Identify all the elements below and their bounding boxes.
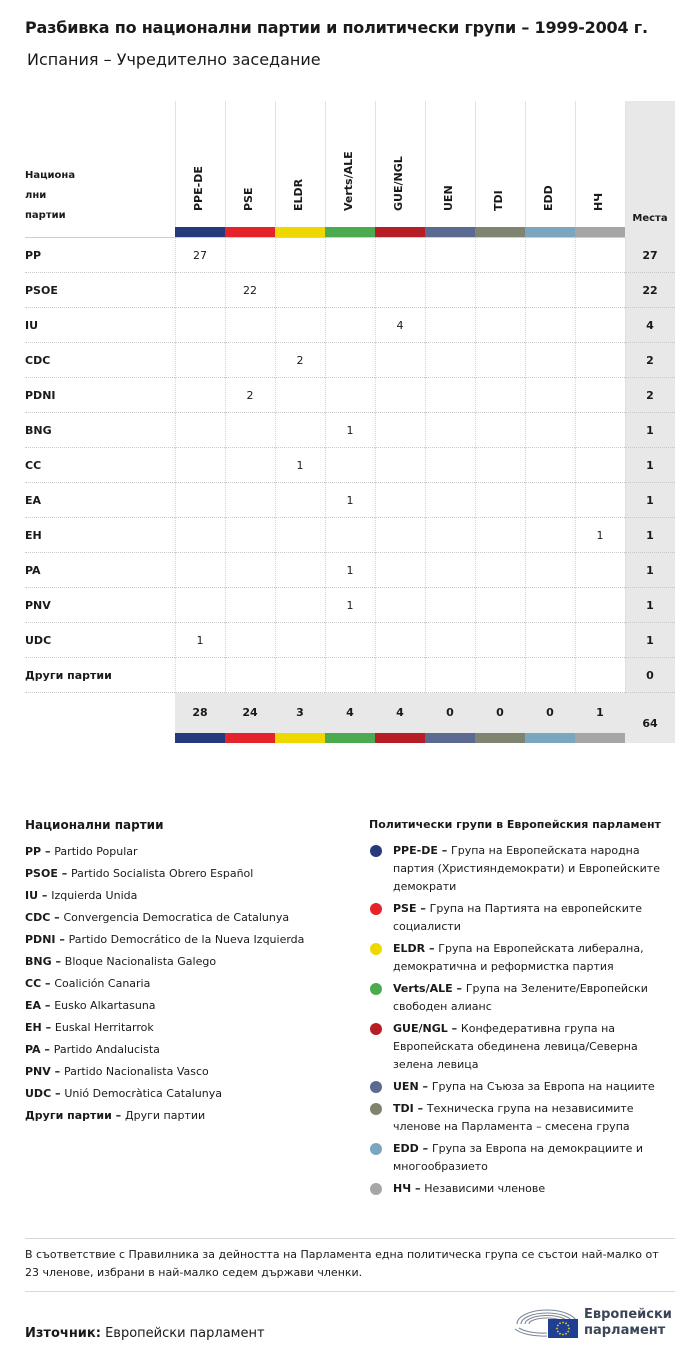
table-row: [25, 378, 675, 413]
group-legend-item: Verts/ALE – Група на Зелените/Европейски свободен алианс: [369, 980, 679, 1016]
row-header: Национа лни партии: [25, 170, 76, 221]
group-color-bar: [475, 227, 525, 237]
group-color-bar: [175, 733, 225, 743]
seats-cell: 0: [646, 669, 654, 682]
group-legend-item: UEN – Група на Съюза за Европа на нациите: [369, 1078, 679, 1096]
group-color-bar: [575, 227, 625, 237]
group-color-bar: [175, 227, 225, 237]
column-header: UEN: [442, 185, 455, 211]
seats-cell: 1: [646, 494, 654, 507]
total-cell: 28: [192, 706, 208, 719]
total-cell: 0: [496, 706, 504, 719]
group-color-bar: [425, 227, 475, 237]
seats-cell: 22: [642, 284, 658, 297]
party-name: PSOE: [25, 284, 58, 297]
party-name: PDNI: [25, 389, 56, 402]
table-cell: 2: [296, 354, 304, 367]
table-cell: 22: [243, 284, 257, 297]
group-color-dot-icon: [370, 983, 382, 995]
party-legend-item: UDC – Unió Democràtica Catalunya: [25, 1087, 222, 1100]
source-label: Източник:: [25, 1326, 101, 1341]
group-color-dot-icon: [370, 1103, 382, 1115]
party-name: CC: [25, 459, 42, 472]
table-cell: 1: [346, 494, 354, 507]
group-legend-item: НЧ – Независими членове: [369, 1180, 679, 1198]
table-row: [25, 343, 675, 378]
total-cell: 0: [546, 706, 554, 719]
table-row: [25, 273, 675, 308]
table-cell: 1: [196, 634, 204, 647]
party-name: PP: [25, 249, 42, 262]
table-row: [25, 553, 675, 588]
seats-cell: 1: [646, 459, 654, 472]
table-row: [25, 588, 675, 623]
column-header: TDI: [492, 190, 505, 211]
group-legend-item: ELDR – Група на Европейската либерална, демократична и реформистка партия: [369, 940, 679, 976]
seats-cell: 1: [646, 599, 654, 612]
column-header: PSE: [242, 187, 255, 211]
group-color-bar: [525, 733, 575, 743]
total-cell: 4: [346, 706, 354, 719]
party-name: EA: [25, 494, 42, 507]
party-name: PNV: [25, 599, 51, 612]
column-header: Verts/ALE: [342, 151, 355, 211]
divider: [25, 1238, 675, 1239]
group-color-bar: [525, 227, 575, 237]
table-cell: 4: [396, 319, 404, 332]
party-name: IU: [25, 319, 39, 332]
footnote: В съответствие с Правилника за дейността на Парламента една политическа група се състои най-малко от 23 членове, избрани в най-малко седем държави членки.: [25, 1248, 659, 1279]
total-cell: 0: [446, 706, 454, 719]
party-name: UDC: [25, 634, 52, 647]
group-color-dot-icon: [370, 903, 382, 915]
party-legend-item: IU – Izquierda Unida: [25, 889, 138, 902]
seats-cell: 2: [646, 389, 654, 402]
party-legend-item: PDNI – Partido Democrático de la Nueva Izquierda: [25, 933, 305, 946]
group-color-bar: [375, 733, 425, 743]
column-header: ELDR: [292, 178, 305, 211]
table-cell: 1: [346, 599, 354, 612]
table-row: [25, 238, 675, 273]
party-name: Други партии: [25, 669, 112, 682]
party-legend-item: Други партии – Други партии: [25, 1109, 206, 1122]
column-header: GUE/NGL: [392, 156, 405, 211]
party-name: CDC: [25, 354, 51, 367]
table-body: [25, 238, 675, 693]
parties-legend-heading: Национални партии: [25, 818, 164, 832]
total-cell: 4: [396, 706, 404, 719]
total-seats: 64: [642, 717, 658, 730]
party-legend-item: CC – Coalición Canaria: [25, 977, 151, 990]
column-header: EDD: [542, 185, 555, 211]
total-cell: 24: [242, 706, 258, 719]
column-header: PPE-DE: [192, 166, 205, 211]
group-color-bar: [375, 227, 425, 237]
party-name: EH: [25, 529, 42, 542]
group-color-dot-icon: [370, 1143, 382, 1155]
group-color-bar: [275, 227, 325, 237]
group-color-dot-icon: [370, 1183, 382, 1195]
group-color-bar: [575, 733, 625, 743]
totals-row: [175, 693, 625, 733]
party-legend-item: EH – Euskal Herritarrok: [25, 1021, 154, 1034]
table-cell: 1: [346, 564, 354, 577]
party-legend-item: PA – Partido Andalucista: [25, 1043, 160, 1056]
seats-cell: 1: [646, 564, 654, 577]
table-cell: 1: [346, 424, 354, 437]
page-title: Разбивка по национални партии и политически групи – 1999-2004 г.: [25, 18, 648, 37]
ep-logo-text: Европейски парламент: [584, 1307, 672, 1338]
group-legend-item: GUE/NGL – Конфедеративна група на Европейската обединена левица/Северна зелена левица: [369, 1020, 679, 1074]
source-value: Европейски парламент: [105, 1326, 265, 1341]
table-cell: 1: [296, 459, 304, 472]
table-row: [25, 483, 675, 518]
party-name: BNG: [25, 424, 52, 437]
seats-cell: 2: [646, 354, 654, 367]
table-header: [25, 101, 675, 238]
party-legend-item: BNG – Bloque Nacionalista Galego: [25, 955, 217, 968]
party-legend-item: CDC – Convergencia Democratica de Catalunya: [25, 911, 290, 924]
party-legend-item: PNV – Partido Nacionalista Vasco: [25, 1065, 209, 1078]
table-row: [25, 658, 675, 693]
table-row: [25, 308, 675, 343]
table-row: [25, 518, 675, 553]
source: [25, 1326, 265, 1341]
party-legend-item: PP – Partido Popular: [25, 845, 138, 858]
seats-cell: 4: [646, 319, 654, 332]
group-legend-item: EDD – Група за Европа на демокрациите и многообразието: [369, 1140, 679, 1176]
seats-cell: 1: [646, 424, 654, 437]
seats-cell: 1: [646, 529, 654, 542]
column-header: НЧ: [592, 192, 605, 211]
seats-header: Места: [632, 213, 668, 224]
table-cell: 1: [596, 529, 604, 542]
page-subtitle: Испания – Учредително заседание: [27, 50, 321, 69]
group-color-dot-icon: [370, 845, 382, 857]
group-color-bar: [325, 733, 375, 743]
divider: [25, 1291, 675, 1292]
groups-legend: [369, 818, 679, 1202]
total-cell: 3: [296, 706, 304, 719]
european-parliament-logo-icon: [512, 1302, 582, 1338]
group-color-bar: [275, 733, 325, 743]
party-legend-item: PSOE – Partido Socialista Obrero Español: [25, 867, 254, 880]
group-color-bar: [225, 733, 275, 743]
table-row: [25, 413, 675, 448]
party-name: PA: [25, 564, 41, 577]
group-legend-item: PPE-DE – Група на Европейската народна партия (Християндемократи) и Европейските демократи: [369, 842, 679, 896]
table-cell: 27: [193, 249, 207, 262]
total-cell: 1: [596, 706, 604, 719]
group-color-dot-icon: [370, 1023, 382, 1035]
group-color-bar: [475, 733, 525, 743]
group-legend-item: TDI – Техническа група на независимите членове на Парламента – смесена група: [369, 1100, 679, 1136]
group-color-dot-icon: [370, 943, 382, 955]
seats-cell: 27: [642, 249, 658, 262]
groups-legend-heading: Политически групи в Европейския парламент: [369, 818, 661, 831]
group-color-dot-icon: [370, 1081, 382, 1093]
group-color-bar: [225, 227, 275, 237]
seats-cell: 1: [646, 634, 654, 647]
group-legend-item: PSE – Група на Партията на европейските социалисти: [369, 900, 679, 936]
party-legend-item: EA – Eusko Alkartasuna: [25, 999, 156, 1012]
table-row: [25, 448, 675, 483]
group-color-bar: [425, 733, 475, 743]
table-cell: 2: [246, 389, 254, 402]
table-row: [25, 623, 675, 658]
parties-legend: [25, 818, 355, 1127]
group-color-bar: [325, 227, 375, 237]
